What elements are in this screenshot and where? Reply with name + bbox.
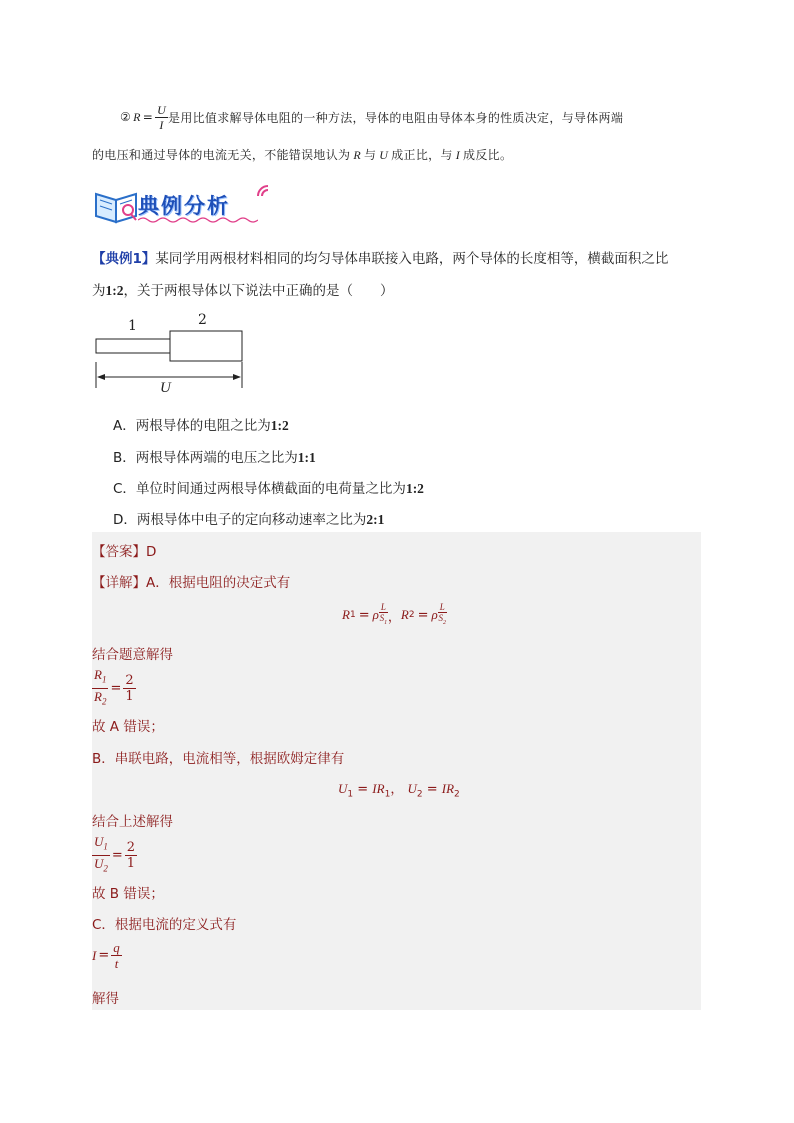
intro-var-u: U [379, 148, 389, 162]
intro-var-i: I [455, 148, 461, 162]
ohm-equation: $U_1 = IR_1$， $U_2 = IR_2$ [338, 781, 460, 800]
formula-numerator: U [157, 102, 167, 117]
eq3-num: q [113, 940, 120, 955]
eq3-den: t [114, 956, 119, 971]
eq1-rho-1: ρ [372, 607, 379, 622]
intro-text-c: 成正比，与 [391, 148, 453, 162]
eq1-r2-sub: 2 [408, 610, 415, 620]
eq1-r1-sub: 1 [349, 610, 356, 620]
book-icon [92, 180, 142, 226]
detail-label: 【详解】 [92, 575, 146, 591]
eq1-r2: R [400, 607, 409, 622]
eq1-frac-1-den: $S_1$ [379, 613, 388, 626]
option-a-letter: A． [113, 418, 136, 434]
eq3-lhs: I [92, 947, 97, 963]
eq1-frac-1-num: L [380, 602, 386, 613]
eq3-frac [111, 940, 122, 971]
eq1-frac-2-den: $S_2$ [438, 613, 446, 626]
answer-value: D [146, 544, 157, 560]
eq1-rho-2: ρ [431, 607, 438, 622]
ratio-u-lhs: $\frac{U_1}{U_2}$ [94, 834, 108, 874]
wavy-underline [138, 216, 258, 224]
intro-line-2 [92, 146, 512, 163]
option-a-text: 两根导体的电阻之比为 [135, 418, 271, 434]
option-d-value: 2:1 [366, 512, 385, 527]
detail-a-text: A．根据电阻的决定式有 [146, 575, 291, 591]
option-d-text: 两根导体中电子的定向移动速率之比为 [136, 512, 367, 528]
banner-title: 典例分析 [138, 194, 230, 218]
eq2-ir2-sub: 2 [454, 789, 460, 800]
eq1-frac-1 [379, 602, 388, 628]
eq1-separator: ， [387, 609, 401, 625]
detail-line-a [92, 571, 290, 591]
question-line-2 [92, 279, 394, 299]
option-b-text: 两根导体两端的电压之比为 [135, 450, 298, 466]
label-conductor-1: 1 [128, 318, 137, 334]
eq2-u1-sub: 1 [347, 789, 354, 800]
option-d[interactable] [113, 508, 384, 528]
solve-line: 解得 [92, 991, 119, 1007]
option-a-value: 1:2 [270, 418, 289, 433]
conductor-diagram [92, 310, 252, 400]
option-b-value: 1:1 [297, 450, 316, 465]
current-definition [92, 940, 122, 971]
combine-line-2: 结合上述解得 [92, 814, 173, 830]
question-ratio: 1:2 [105, 283, 124, 298]
option-c-value: 1:2 [405, 481, 424, 496]
label-voltage-u: U [160, 380, 171, 396]
formula-eq: = [142, 110, 154, 124]
ratio-r-eq: = [110, 680, 122, 696]
question-line-1 [92, 247, 668, 267]
intro-var-r: R [353, 148, 361, 162]
wrong-b-line: 故 B 错误； [92, 886, 164, 902]
combine-line-1: 结合题意解得 [92, 647, 173, 663]
formula-fraction [155, 103, 168, 132]
wrong-a-line: 故 A 错误； [92, 719, 164, 735]
option-c-text: 单位时间通过两根导体横截面的电荷量之比为 [135, 481, 406, 497]
signal-arcs-icon [254, 178, 276, 200]
eq2-u1: U [338, 781, 348, 796]
option-a[interactable] [113, 414, 289, 434]
formula-denominator: I [159, 117, 164, 132]
question-text-2a: 为 [92, 283, 106, 299]
eq2-ir1: IR [372, 781, 385, 796]
section-banner [92, 178, 282, 226]
ratio-r-rhs: $\frac{2}{1}$ [125, 672, 134, 704]
intro-text-d: 成反比。 [463, 148, 513, 162]
intro-text-a: 的电压和通过导体的电流无关，不能错误地认为 [92, 148, 351, 162]
question-tag: 【典例1】 [92, 251, 156, 267]
option-d-letter: D． [113, 512, 137, 528]
conductor-figure [92, 310, 252, 400]
ratio-u-rhs: $\frac{2}{1}$ [126, 839, 136, 871]
eq2-ir1-sub: 1 [384, 789, 391, 800]
eq1-frac-2 [438, 602, 447, 628]
answer-label: 【答案】 [92, 544, 146, 560]
option-b-letter: B． [113, 450, 136, 466]
detail-line-b: B．串联电路，电流相等，根据欧姆定律有 [92, 751, 345, 767]
eq3-eq: = [98, 948, 110, 963]
eq2-separator: ， [390, 782, 404, 797]
resistance-equation: R 1 = ρ $\frac{L}{S_1}$ ， R 2 = ρ $\frac{L}{S_2}$ [342, 602, 446, 626]
ratio-u-eq: = [111, 847, 123, 863]
voltage-ratio [92, 834, 137, 876]
option-c[interactable] [113, 477, 424, 497]
circled-marker: ② [120, 110, 132, 124]
question-text-1: 某同学用两根材料相同的均匀导体串联接入电路，两个导体的长度相等，横截面积之比 [155, 251, 669, 267]
eq2-ir2: IR [441, 781, 455, 796]
answer-line [92, 540, 156, 560]
detail-line-c: C．根据电流的定义式有 [92, 917, 237, 933]
label-conductor-2: 2 [198, 312, 207, 328]
eq2-u2: U [407, 781, 417, 796]
formula-lhs: R [133, 109, 141, 124]
eq1-r1: R [342, 607, 350, 622]
question-text-2b: ，关于两根导体以下说法中正确的是（ ） [123, 283, 394, 299]
resistance-ratio [92, 667, 136, 709]
ratio-r-lhs: $\frac{R_1}{R_2}$ [94, 667, 107, 707]
intro-text-b: 与 [363, 148, 377, 162]
eq1-frac-2-num: L [439, 602, 445, 613]
option-b[interactable] [113, 446, 316, 466]
eq2-u2-sub: 2 [416, 789, 423, 800]
intro-line-1-text: 是用比值求解导体电阻的一种方法，导体的电阻由导体本身的性质决定，与导体两端 [168, 110, 624, 125]
option-c-letter: C． [113, 481, 136, 497]
intro-line-1 [120, 100, 623, 134]
